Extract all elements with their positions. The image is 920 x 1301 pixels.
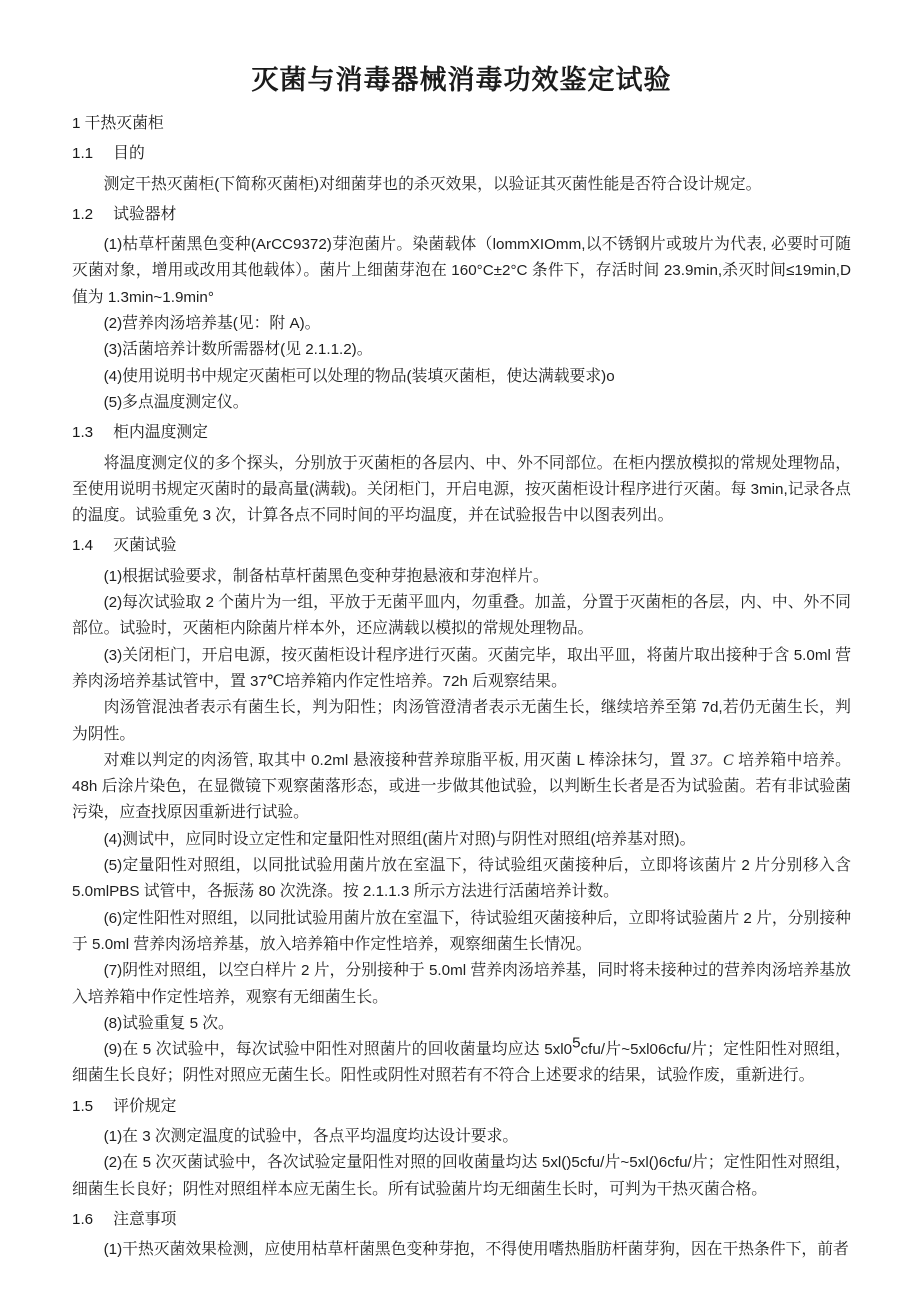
latin-text: ) (345, 480, 351, 498)
latin-text: 1.3 (72, 424, 94, 442)
latin-text: 3 (198, 507, 216, 525)
latin-text: ( (280, 341, 286, 359)
latin-text: 160°C±2°C (446, 262, 532, 280)
latin-text: 2 (296, 962, 314, 980)
paragraph-5: (2)营养肉汤培养基(见：附 A)。 (103, 315, 321, 333)
latin-text: 5 (185, 1014, 203, 1032)
paragraph-19: (6)定性阳性对照组，以同批试验用菌片放在室温下，待试验组灭菌接种后，立即将试验菌片 2 片，分别接种于 5.0ml 营养肉汤培养基，放入培养箱中作定性培养，观察细菌生长情况。 (72, 909, 851, 953)
latin-text: 1.6 (72, 1210, 94, 1228)
section-heading-1.2: 1.2 试验器材 (72, 205, 177, 223)
latin-text: (5) (103, 857, 123, 875)
latin-text: (8) (103, 1014, 123, 1032)
section-heading-1.5: 1.5 评价规定 (72, 1097, 177, 1115)
latin-text: 1 (72, 115, 85, 132)
paragraph-22: (9)在 5 次试验中，每次试验中阳性对照菌片的回收菌量均应达 $5xl0^5cfu/$片~5xl06cfu/片；定性阳性对照组，细菌生长良好；阴性对照应无菌生长。阳性或阴性对照若有不符合上述要求的结果，试验作废，重新进行。 (72, 1034, 851, 1085)
latin-text: (5) (103, 393, 123, 411)
document-title: 灭菌与消毒器械消毒功效鉴定试验 (251, 65, 672, 95)
latin-text: 2 (201, 594, 219, 612)
latin-text: 2.1.1.2) (301, 341, 357, 359)
latin-text: A) (285, 315, 305, 333)
latin-text: )o (601, 367, 615, 385)
latin-text: 5xl()5cfu/ (537, 1154, 605, 1172)
latin-text: 37 (245, 672, 267, 690)
paragraph-12: (1)根据试验要求，制备枯草杆菌黑色变种芽抱悬液和芽泡样片。 (103, 567, 549, 585)
latin-text: (1) (103, 567, 123, 585)
latin-text (109, 537, 113, 554)
latin-text: (9) (103, 1041, 123, 1059)
latin-text: 3 (137, 1127, 155, 1145)
latin-text: 5.0ml (87, 935, 134, 953)
latin-text: 5.0ml (424, 962, 471, 980)
latin-text (109, 145, 113, 162)
latin-text: ~5xl()6cfu/ (620, 1154, 692, 1172)
latin-text: (2) (103, 315, 123, 333)
latin-text: ( (214, 175, 220, 193)
paragraph-7: (4)使用说明书中规定灭菌柜可以处理的物品(装填灭菌柜，使达满载要求)o (103, 367, 615, 385)
latin-text: (1) (103, 1241, 123, 1259)
latin-text: 1.4 (72, 537, 94, 555)
latin-text: ( (590, 830, 596, 848)
paragraph-8: (5)多点温度测定仪。 (103, 393, 249, 411)
latin-text: 7d, (697, 699, 723, 717)
latin-text: 1.3min~1.9min° (103, 288, 214, 306)
latin-text: (3) (103, 646, 123, 664)
latin-text: ( (309, 480, 315, 498)
latin-text: (4) (103, 830, 123, 848)
paragraph-21: (8)试验重复 5 次。 (103, 1014, 234, 1032)
latin-text: ) (490, 830, 496, 848)
latin-text: 3min, (746, 480, 788, 498)
latin-text: 5 (138, 1154, 156, 1172)
paragraph-17: (4)测试中，应同时设立定性和定量阳性对照组(菌片对照)与阴性对照组(培养基对照)。 (103, 830, 696, 848)
latin-text: (6) (103, 909, 123, 927)
latin-text (109, 1211, 113, 1228)
latin-text (733, 752, 738, 769)
italic-text: 37。C (690, 751, 734, 769)
latin-text: 2.1.1.3 (358, 883, 414, 901)
paragraph-4: (1)枯草杆菌黑色变种(ArCC9372)芽泡菌片。染菌载体（lommXIOmm,以不锈钢片或玻片为代表, 必要时可随灭菌对象，增用或改用其他载体）。菌片上细菌芽泡在 160°C±2°C 条件下，存活时间 23.9min,杀灭时间≤19min,D 值为 1.3min~1.9min° (72, 236, 851, 306)
latin-text: 5.0ml (789, 646, 836, 664)
paragraph-15: 肉汤管混浊者表示有菌生长，判为阳性；肉汤管澄清者表示无菌生长，继续培养至第 7d,若仍无菌生长，判为阴性。 (72, 699, 851, 743)
latin-text: ~5xl06cfu/ (621, 1041, 691, 1059)
paragraph-25: (2)在 5 次灭菌试验中，各次试验定量阳性对照的回收菌量均达 5xl()5cfu/片~5xl()6cfu/片；定性阳性对照组，细菌生长良好；阴性对照组样本应无菌生长。所有试验菌片均无细菌生长时，可判为干热灭菌合格。 (72, 1154, 851, 1198)
latin-text: 23.9min, (659, 262, 723, 280)
latin-text: 1.5 (72, 1097, 94, 1115)
latin-text: (4) (103, 367, 123, 385)
paragraph-16: 对难以判定的肉汤管, 取其中 0.2ml 悬液接种营养琼脂平板, 用灭菌 L 棒涂抹匀，置 37。C 培养箱中培养。48h 后涂片染色，在显微镜下观察菌落形态，或进一步做其他试验，以判断生长者是否为试验菌。若有非试验菌污染，应查找原因重新进行试验。 (72, 751, 851, 822)
latin-text: 5 (138, 1041, 156, 1059)
latin-text: 72h (442, 672, 473, 690)
latin-text: ) (674, 830, 680, 848)
paragraph-18: (5)定量阳性对照组，以同批试验用菌片放在室温下，待试验组灭菌接种后，立即将该菌片 2 片分别移入含 5.0mlPBS 试管中，各振荡 80 次洗涤。按 2.1.1.3 所示方法进行活菌培养计数。 (72, 857, 851, 901)
latin-text: (7) (103, 962, 123, 980)
latin-text (109, 1098, 113, 1115)
section-heading-1.1: 1.1 目的 (72, 145, 145, 163)
latin-text: cfu/ (580, 1041, 606, 1059)
latin-text: (2) (103, 1154, 123, 1172)
paragraph-6: (3)活菌培养计数所需器材(见 2.1.1.2)。 (103, 341, 373, 359)
latin-text: 2 (739, 909, 757, 927)
latin-text: (2) (103, 594, 123, 612)
latin-text: 5.0mlPBS (72, 883, 144, 901)
paragraph-10: 将温度测定仪的多个探头，分别放于灭菌柜的各层内、中、外不同部位。在柜内摆放模拟的常规处理物品，至使用说明书规定灭菌时的最高量(满载)。关闭柜门，开启电源，按灭菌柜设计程序进行灭菌。每 3min,记录各点的温度。试验重免 3 次，计算各点不同时间的平均温度，并在试验报告中以图表列出。 (72, 454, 851, 525)
latin-text: , (514, 751, 524, 769)
latin-text: 5xl0 (539, 1041, 573, 1059)
latin-text: ( (422, 830, 428, 848)
latin-text (109, 424, 113, 441)
latin-text: 0.2ml (306, 751, 353, 769)
latin-text: 80 (254, 883, 280, 901)
document-body (72, 111, 851, 1263)
paragraph-24: (1)在 3 次测定温度的试验中，各点平均温度均达设计要求。 (103, 1127, 519, 1145)
latin-text: ( (232, 315, 238, 333)
section-heading-1.4: 1.4 灭菌试验 (72, 537, 177, 555)
latin-text: (ArCC9372) (250, 236, 332, 254)
section-heading-1.6: 1.6 注意事项 (72, 1210, 177, 1228)
section-heading-1.3: 1.3 柜内温度测定 (72, 424, 208, 442)
latin-text: lommXIOmm, (492, 236, 586, 254)
latin-text: 1.2 (72, 205, 94, 223)
paragraph-13: (2)每次试验取 2 个菌片为一组，平放于无菌平皿内，勿重叠。加盖，分置于灭菌柜的各层，内、中、外不同部位。试验时，灭菌柜内除菌片样本外，还应满载以模拟的常规处理物品。 (72, 594, 851, 638)
latin-text: ) (314, 175, 320, 193)
paragraph-14: (3)关闭柜门，开启电源，按灭菌柜设计程序进行灭菌。灭菌完毕，取出平皿，将菌片取出接种于含 5.0ml 营养肉汤培养基试管中，置 37℃培养箱内作定性培养。72h 后观察结果。 (72, 646, 851, 690)
latin-text: (1) (103, 236, 123, 254)
latin-text: , (762, 236, 771, 254)
paragraph-2: 测定干热灭菌柜(下简称灭菌柜)对细菌芽也的杀灭效果，以验证其灭菌性能是否符合设计规定。 (103, 175, 762, 193)
paragraph-20: (7)阴性对照组，以空白样片 2 片，分别接种于 5.0ml 营养肉汤培养基，同时将未接种过的营养肉汤培养基放入培养箱中作定性培养，观察有无细菌生长。 (72, 962, 851, 1006)
latin-text: (3) (103, 341, 123, 359)
latin-text: (1) (103, 1127, 123, 1145)
latin-text: , (249, 751, 258, 769)
latin-text: ≤19min,D (786, 262, 851, 280)
latin-text: L (571, 751, 589, 769)
section-heading-1: 1 干热灭菌柜 (72, 115, 164, 132)
latin-text: 48h (72, 778, 102, 796)
paragraph-27: (1)干热灭菌效果检测，应使用枯草杆菌黑色变种芽抱，不得使用嗜热脂肪杆菌芽狗，因在干热条件下，前者 (103, 1241, 849, 1259)
latin-text (109, 206, 113, 223)
latin-text: 2 (736, 857, 755, 875)
superscript-text: 5 (572, 1034, 581, 1052)
latin-text: ( (406, 367, 412, 385)
latin-text: 1.1 (72, 145, 94, 163)
